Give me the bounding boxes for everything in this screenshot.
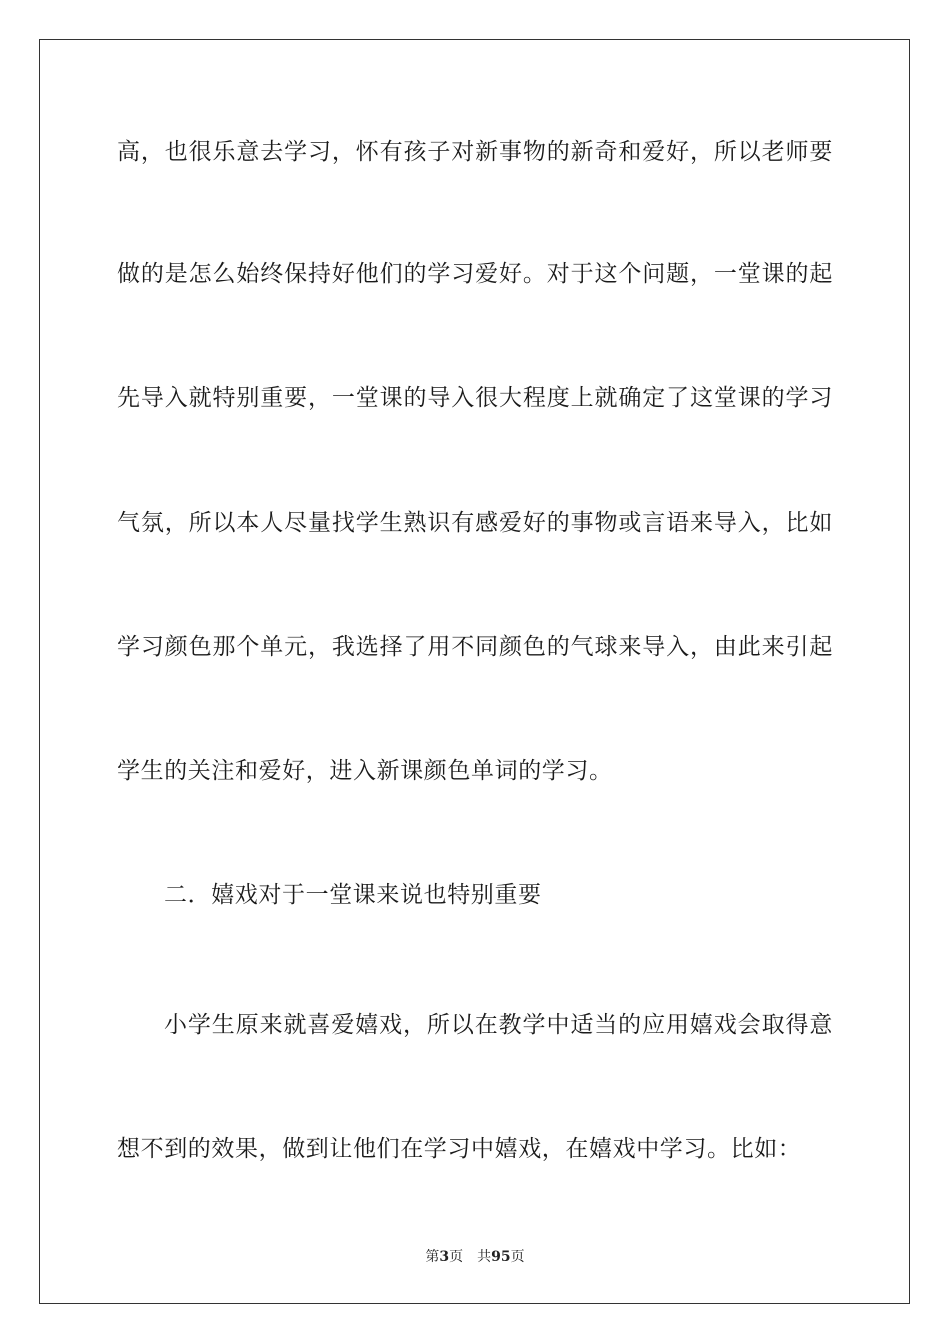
body-text-line-6: 学生的关注和爱好，进入新课颜色单词的学习。 [117, 758, 613, 784]
page-number: 3 [439, 1249, 450, 1265]
page-border [39, 39, 910, 1304]
body-text-line-8: 小学生原来就喜爱嬉戏，所以在教学中适当的应用嬉戏会取得意 [164, 1012, 833, 1038]
body-text-line-1: 高，也很乐意去学习，怀有孩子对新事物的新奇和爱好，所以老师要 [117, 139, 833, 165]
body-text-line-3: 先导入就特别重要，一堂课的导入很大程度上就确定了这堂课的学习 [117, 385, 833, 411]
page-suffix: 页 [449, 1249, 464, 1265]
body-text-line-5: 学习颜色那个单元，我选择了用不同颜色的气球来导入，由此来引起 [117, 634, 833, 660]
page-prefix: 第 [425, 1249, 440, 1265]
total-suffix: 页 [510, 1249, 525, 1265]
body-text-line-4: 气氛，所以本人尽量找学生熟识有感爱好的事物或言语来导入，比如 [117, 510, 833, 536]
total-prefix: 共 [477, 1249, 492, 1265]
section-heading: 二．嬉戏对于一堂课来说也特别重要 [164, 882, 542, 908]
page-footer [0, 1248, 950, 1266]
body-text-line-9: 想不到的效果，做到让他们在学习中嬉戏，在嬉戏中学习。比如： [117, 1136, 802, 1162]
total-pages: 95 [491, 1249, 511, 1265]
body-text-line-2: 做的是怎么始终保持好他们的学习爱好。对于这个问题，一堂课的起 [117, 261, 833, 287]
